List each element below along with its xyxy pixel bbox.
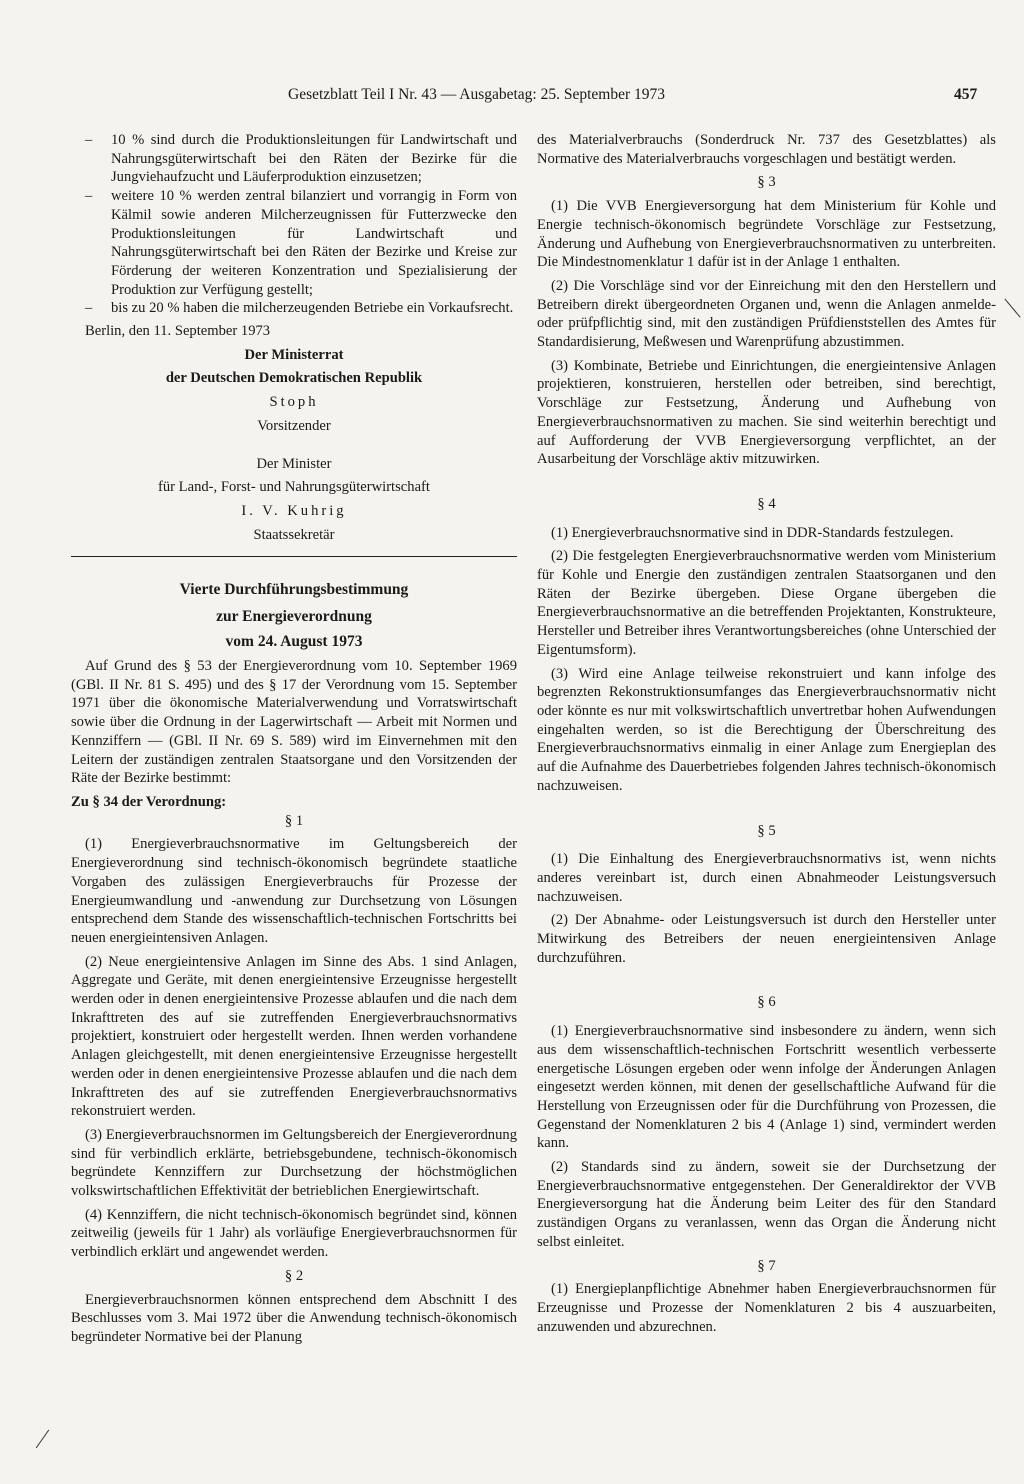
paragraph: (4) Kennziffern, die nicht technisch-ökonomisch begründet sind, können zeitweilig (jeweils für 1 Jahr) als vorläufige Energieverbrauchsnormen für verbindlich erklärt und angewendet werden. [71, 1206, 517, 1261]
signatory-org: Der Ministerrat [244, 346, 344, 363]
paragraph: (3) Wird eine Anlage teilweise rekonstruiert und kann infolge des begrenzten Rekonstruktionsumfanges das Energieverbrauchsnormativ nicht oder könnte es nur mit volkswirtschaftlich unvertretbar hohen Aufwendungen eingehalten werden, so ist die Berechtigung der Überschreitung des Energieverbrauchsnormativs einmalig in einer Anlage zum Energieplan des auf die Aufnahme des Dauerbetriebes folgenden Jahres technisch-ökonomisch nachzuweisen. [537, 665, 996, 794]
paragraph: (3) Energieverbrauchsnormen im Geltungsbereich der Energieverordnung sind für verbindlich erklärte, betriebsgebundene, technisch-ökonomisch begründete Kennziffern zur Durchsetzung der höchstmöglichen volkswirtschaftlichen Effektivität der betrieblichen Energiewirtschaft. [71, 1126, 517, 1200]
minister-portfolio: für Land-, Forst- und Nahrungsgüterwirtschaft [158, 479, 430, 496]
regulation-date: vom 24. August 1973 [225, 633, 363, 651]
signature-block [71, 346, 517, 545]
section-heading: Zu § 34 der Verordnung: [71, 793, 227, 810]
paragraph: (1) Die Einhaltung des Energieverbrauchsnormativs ist, wenn nichts anderes vereinbart ist, durch einen Abnahmeoder Leistungsversuch nachzuweisen. [537, 851, 996, 905]
page-number: 457 [954, 86, 978, 103]
paragraph: (1) Energieverbrauchsnormative sind in DDR-Standards festzulegen. [551, 524, 954, 541]
paragraph: (2) Die Vorschläge sind vor der Einreichung mit den den Herstellern und Betreibern direkt übergeordneten Organen und, wenn die Anlagen anmelde- oder prüfpflichtig sind, mit den zuständigen Prüfdienststellen des Amtes für Standardisierung, Meßwesen und Warenprüfung abzustimmen. [537, 277, 996, 351]
scan-mark [36, 1430, 50, 1449]
list-item: – weitere 10 % werden zentral bilanziert und vorrangig in Form von Kälmil sowie anderen Milcherzeugnissen für Futterzwecke den Produktionsleitungen für Landwirtschaft und Nahrungsgüterwirtschaft bei den Räten der Bezirke und Kreise zur Förderung der weiteren Konzentration und Spezialisierung der Produktion zur Verfügung gestellt; [71, 187, 517, 299]
running-header: Gesetzblatt Teil I Nr. 43 — Ausgabetag: 25. September 1973 [288, 86, 666, 103]
allocation-list [71, 131, 517, 318]
minister-title: Der Minister [256, 455, 332, 472]
paragraph: (1) Energieverbrauchsnormative im Geltungsbereich der Energieverordnung sind technisch-ökonomisch begründete staatliche Vorgaben des zulässigen Energieverbrauchs für Prozesse der Energieumwandlung und -anwendung zur Durchsetzung von Lösungen entsprechend dem Stande des wissenschaftlich-technischen Fortschritts bei neuen energieintensiven Anlagen. [71, 836, 517, 946]
left-column [71, 131, 517, 1352]
regulation-subtitle: zur Energieverordnung [216, 608, 372, 626]
paragraph-heading: § 4 [757, 495, 776, 512]
paragraph-heading: § 5 [757, 822, 776, 839]
paragraph-heading: § 1 [284, 812, 304, 829]
right-column [537, 131, 996, 1341]
paragraph: (2) Standards sind zu ändern, soweit sie der Durchsetzung der Energieverbrauchsnormative entgegenstehen. Der Generaldirektor der VVB Energieversorgung hat die Änderung beim Leiter des für den Standard zuständigen Organs zu veranlassen, wenn das Organ die Änderung nicht selbst einleitet. [537, 1159, 996, 1250]
paragraph: (1) Energieplanpflichtige Abnehmer haben Energieverbrauchsnormen für Erzeugnisse und Prozesse der Nomenklaturen 2 bis 4 auszuarbeiten, anzuwenden und abzurechnen. [537, 1281, 996, 1335]
paragraph: (2) Die festgelegten Energieverbrauchsnormative werden vom Ministerium für Kohle und Energie den zuständigen zentralen Staatsorganen und den Räten der Bezirke übergeben. Diese Organe übergeben die Energieverbrauchsnormative an die betreffenden Projektanten, Konstrukteure, Hersteller und Betreiber ihres Verantwortungsbereiches (ohne Unterschied der Eigentumsform). [537, 548, 996, 658]
deputy-role: Staatssekretär [253, 526, 335, 543]
scan-mark [1004, 298, 1020, 317]
paragraph: (1) Energieverbrauchsnormative sind insbesondere zu ändern, wenn sich aus dem wissenschaftlich-technischen Fortschritt wesentlich verbesserte energetische Lösungen ergeben oder wenn infolge der Änderungen Anlagen eingesetzt werden können, mit denen der gesellschaftliche Aufwand für die Herstellung von Erzeugnissen oder für die Durchführung von Prozessen, die Gegenstand der Nomenklaturen 2 bis 4 (Anlage 1) sind, vermindert werden kann. [537, 1023, 996, 1152]
paragraph-heading: § 7 [757, 1257, 776, 1274]
preamble: Auf Grund des § 53 der Energieverordnung vom 10. September 1969 (GBl. II Nr. 81 S. 495) und des § 17 der Verordnung vom 15. September 1971 über die ökonomische Materialverwendung und Vorratswirtschaft sowie über die Ordnung in der Lagerwirtschaft — Arbeit mit Normen und Kennziffern — (GBl. II Nr. 69 S. 589) wird im Einvernehmen mit den Leitern der zuständigen zentralen Staatsorgane und den Vorsitzenden der Räte der Bezirke bestimmt: [71, 658, 517, 787]
paragraph-heading: § 6 [757, 994, 776, 1011]
paragraph-heading: § 2 [284, 1267, 304, 1284]
paragraph: (2) Der Abnahme- oder Leistungsversuch ist durch den Hersteller unter Mitwirkung des Betreibers der neuen energieintensiven Anlage durchzuführen. [537, 912, 996, 966]
paragraph: (3) Kombinate, Betriebe und Einrichtungen, die energieintensive Anlagen projektieren, konstruieren, herstellen oder betreiben, sind berechtigt, Vorschläge zur Festsetzung, Änderung und Aufhebung von Energieverbrauchsnormativen zu machen. Sie sind weiterhin berechtigt und auf Aufforderung der VVB Energieversorgung verpflichtet, an der Ausarbeitung der Vorschläge aktiv mitzuwirken. [537, 357, 996, 468]
paragraph: Energieverbrauchsnormen können entsprechend dem Abschnitt I des Beschlusses vom 3. Mai 1972 über die Anwendung technisch-ökonomisch begründeter Normative bei der Planung [71, 1291, 517, 1345]
signatory-name: Stoph [269, 394, 319, 411]
list-item: – bis zu 20 % haben die milcherzeugenden Betriebe ein Vorkaufsrecht. [71, 299, 517, 318]
signatory-org-line2: der Deutschen Demokratischen Republik [165, 370, 423, 387]
paragraph: des Materialverbrauchs (Sonderdruck Nr. 737 des Gesetzblattes) als Normative des Materialverbrauchs vorgeschlagen und bestätigt werden. [537, 132, 996, 167]
section-divider [71, 556, 517, 557]
paragraph: (1) Die VVB Energieversorgung hat dem Ministerium für Kohle und Energie technisch-ökonomisch begründete Vorschläge zur Festsetzung, Änderung und Aufhebung von Energieverbrauchsnormativen zu unterbreiten. Die Mindestnomenklatur 1 dafür ist in der Anlage 1 enthalten. [537, 198, 996, 271]
paragraph: (2) Neue energieintensive Anlagen im Sinne des Abs. 1 sind Anlagen, Aggregate und Geräte, mit denen energieintensive Erzeugnisse hergestellt werden oder in denen energieintensive Prozesse ablaufen und die nach dem Inkrafttreten des auf sie zutreffenden Energieverbrauchsnormativs projektiert, konstruiert oder hergestellt werden. Ihnen werden vorhandene Anlagen gleichgestellt, mit denen energieintensive Erzeugnisse hergestellt werden oder in denen energieintensive Prozesse ablaufen und die nach dem Inkrafttreten des auf sie zutreffenden Energieverbrauchsnormativs rekonstruiert werden. [71, 953, 517, 1120]
paragraph-heading: § 3 [757, 174, 776, 191]
list-item: – 10 % sind durch die Produktionsleitungen für Landwirtschaft und Nahrungsgüterwirtschaft bei den Räten der Bezirke für die Jungviehaufzucht und Läuferproduktion einzusetzen; [71, 131, 517, 187]
signatory-role: Vorsitzender [257, 417, 331, 434]
place-date: Berlin, den 11. September 1973 [85, 323, 271, 340]
regulation-title: Vierte Durchführungsbestimmung [179, 581, 409, 599]
deputy-name: I. V. Kuhrig [241, 502, 347, 519]
